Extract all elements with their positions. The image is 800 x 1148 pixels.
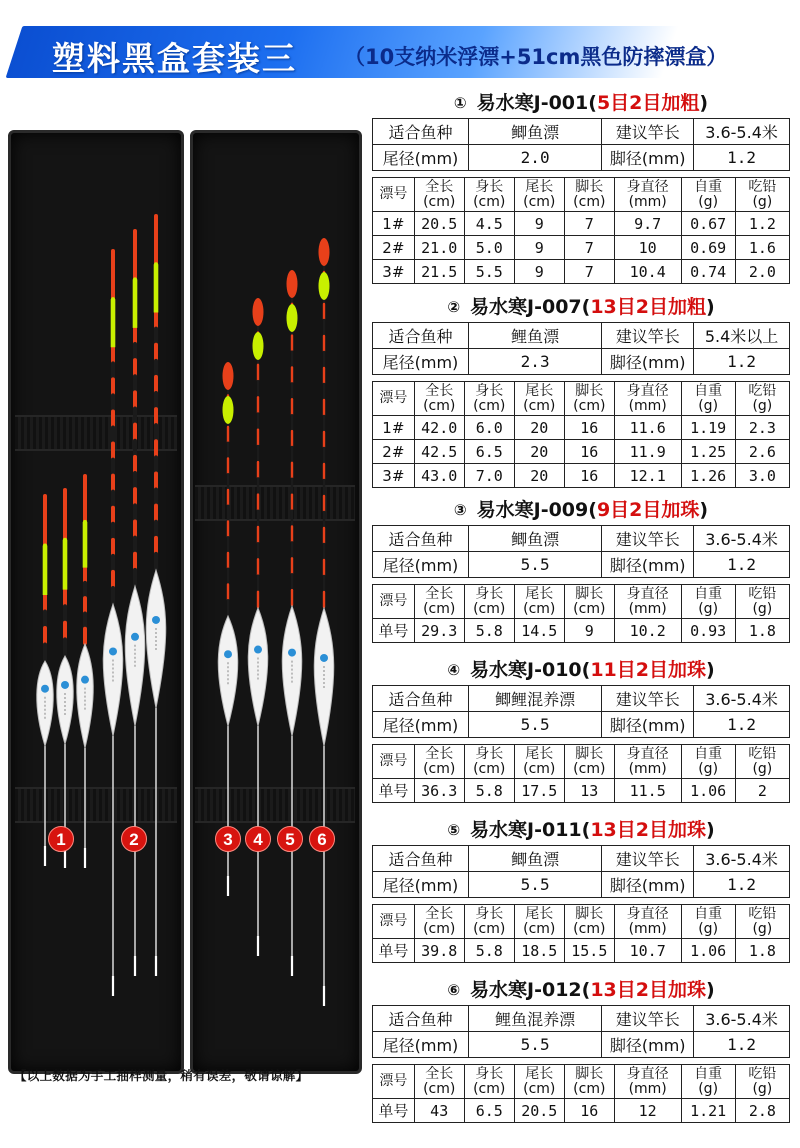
table-cell: 42.0	[414, 416, 464, 440]
table-row	[373, 552, 790, 578]
table-cell: 14.5	[514, 619, 564, 643]
table-cell: 2.0	[735, 260, 789, 284]
table-cell: 1.06	[681, 939, 735, 963]
table-cell: 单号	[373, 1099, 415, 1123]
table-row	[373, 236, 790, 260]
float-logo	[131, 633, 139, 641]
column-header: 全长 (cm)	[414, 178, 464, 212]
column-header: 身长 (cm)	[464, 745, 514, 779]
rod-value: 3.6-5.4米	[694, 526, 790, 552]
foot-label: 脚径(mm)	[602, 552, 694, 578]
marker-3: 3	[215, 826, 241, 852]
spec-summary-table	[372, 1005, 790, 1058]
spec-note: 13目2目加粗	[590, 296, 706, 318]
rod-label: 建议竿长	[602, 686, 694, 712]
spec-summary-table	[372, 322, 790, 375]
table-row	[373, 872, 790, 898]
spec-note: 5目2目加粗	[596, 92, 700, 114]
table-cell: 20.5	[514, 1099, 564, 1123]
fish-label: 适合鱼种	[373, 526, 469, 552]
table-header-row	[373, 905, 790, 939]
spec-model: 易水寒J-001	[476, 92, 589, 114]
float-bulb-red	[223, 362, 234, 390]
spec-note: 13目2目加珠	[590, 819, 706, 841]
table-cell: 单号	[373, 939, 415, 963]
table-cell: 1.26	[681, 464, 735, 488]
spec-block-4	[372, 655, 790, 803]
float-logo	[41, 685, 49, 693]
column-header: 身直径 (mm)	[614, 1065, 681, 1099]
table-cell: 10.4	[614, 260, 681, 284]
table-cell: 11.6	[614, 416, 681, 440]
column-header: 身直径 (mm)	[614, 745, 681, 779]
fish-value: 鲤鱼混养漂	[468, 1006, 601, 1032]
fish-value: 鲫鱼漂	[468, 119, 601, 145]
rod-label: 建议竿长	[602, 119, 694, 145]
column-header: 身直径 (mm)	[614, 382, 681, 416]
fish-label: 适合鱼种	[373, 119, 469, 145]
rod-label: 建议竿长	[602, 323, 694, 349]
column-header: 漂号	[373, 178, 415, 212]
fish-label: 适合鱼种	[373, 846, 469, 872]
float-body	[146, 570, 166, 708]
float-logo	[288, 649, 296, 657]
foot-value: 1.2	[694, 552, 790, 578]
spec-number: ⑥	[447, 981, 461, 999]
table-row	[373, 712, 790, 738]
column-header: 身长 (cm)	[464, 585, 514, 619]
foot-value: 1.2	[694, 349, 790, 375]
float-logo	[224, 650, 232, 658]
foot-label: 脚径(mm)	[602, 349, 694, 375]
header-banner	[0, 0, 800, 86]
table-row	[373, 779, 790, 803]
table-cell: 0.93	[681, 619, 735, 643]
column-header: 脚长 (cm)	[564, 382, 614, 416]
marker-5: 5	[277, 826, 303, 852]
spec-model: 易水寒J-012	[470, 979, 582, 1001]
table-cell: 0.67	[681, 212, 735, 236]
spec-summary-table	[372, 525, 790, 578]
column-header: 脚长 (cm)	[564, 585, 614, 619]
table-cell: 5.5	[464, 260, 514, 284]
foot-value: 1.2	[694, 145, 790, 171]
spec-model: 易水寒J-011	[470, 819, 582, 841]
table-cell: 3#	[373, 260, 415, 284]
column-header: 吃铅 (g)	[735, 382, 789, 416]
table-cell: 5.8	[464, 779, 514, 803]
foot-label: 脚径(mm)	[602, 872, 694, 898]
column-header: 漂号	[373, 585, 415, 619]
spec-summary-table	[372, 118, 790, 171]
spec-block-1	[372, 88, 790, 284]
tail-label: 尾径(mm)	[373, 872, 469, 898]
table-cell: 39.8	[414, 939, 464, 963]
column-header: 全长 (cm)	[414, 1065, 464, 1099]
table-row	[373, 1099, 790, 1123]
table-row	[373, 260, 790, 284]
column-header: 全长 (cm)	[414, 745, 464, 779]
foot-value: 1.2	[694, 1032, 790, 1058]
banner-subtitle: （10支纳米浮漂+51cm黑色防摔漂盒）	[344, 45, 728, 69]
column-header: 尾长 (cm)	[514, 382, 564, 416]
table-cell: 18.5	[514, 939, 564, 963]
table-cell: 1#	[373, 212, 415, 236]
banner-title: 塑料黑盒套装三	[52, 39, 297, 78]
table-cell: 20.5	[414, 212, 464, 236]
table-cell: 5.0	[464, 236, 514, 260]
table-cell: 2	[735, 779, 789, 803]
spec-block-6	[372, 975, 790, 1123]
table-cell: 3#	[373, 464, 415, 488]
table-header-row	[373, 585, 790, 619]
column-header: 漂号	[373, 1065, 415, 1099]
table-cell: 6.5	[464, 440, 514, 464]
table-cell: 6.0	[464, 416, 514, 440]
column-header: 自重 (g)	[681, 382, 735, 416]
spec-summary-table	[372, 845, 790, 898]
tail-label: 尾径(mm)	[373, 145, 469, 171]
table-cell: 29.3	[414, 619, 464, 643]
column-header: 自重 (g)	[681, 745, 735, 779]
table-cell: 0.74	[681, 260, 735, 284]
spec-title: ① 易水寒J-001(5目2目加粗)	[372, 88, 790, 118]
table-cell: 20	[514, 416, 564, 440]
table-cell: 11.9	[614, 440, 681, 464]
spec-title: ⑤ 易水寒J-011(13目2目加珠)	[372, 815, 790, 845]
fish-label: 适合鱼种	[373, 323, 469, 349]
table-cell: 7	[564, 236, 614, 260]
column-header: 尾长 (cm)	[514, 1065, 564, 1099]
table-cell: 7.0	[464, 464, 514, 488]
tail-label: 尾径(mm)	[373, 1032, 469, 1058]
table-cell: 7	[564, 212, 614, 236]
table-cell: 1.8	[735, 939, 789, 963]
float-logo	[320, 654, 328, 662]
table-cell: 16	[564, 440, 614, 464]
float-body	[314, 608, 334, 746]
table-cell: 2#	[373, 440, 415, 464]
spec-title: ③ 易水寒J-009(9目2目加珠)	[372, 495, 790, 525]
float-logo	[152, 616, 160, 624]
column-header: 吃铅 (g)	[735, 905, 789, 939]
table-cell: 2.3	[735, 416, 789, 440]
rod-label: 建议竿长	[602, 526, 694, 552]
column-header: 全长 (cm)	[414, 382, 464, 416]
spec-detail-table	[372, 744, 790, 803]
marker-6: 6	[309, 826, 335, 852]
table-row	[373, 619, 790, 643]
column-header: 吃铅 (g)	[735, 1065, 789, 1099]
tail-value: 5.5	[468, 1032, 601, 1058]
table-cell: 13	[564, 779, 614, 803]
table-cell: 15.5	[564, 939, 614, 963]
spec-block-5	[372, 815, 790, 963]
tail-label: 尾径(mm)	[373, 712, 469, 738]
spec-detail-table	[372, 904, 790, 963]
tail-value: 5.5	[468, 552, 601, 578]
table-cell: 16	[564, 416, 614, 440]
table-row	[373, 119, 790, 145]
foot-label: 脚径(mm)	[602, 712, 694, 738]
spec-note: 11目2目加珠	[590, 659, 706, 681]
table-cell: 9	[514, 260, 564, 284]
table-cell: 1#	[373, 416, 415, 440]
column-header: 尾长 (cm)	[514, 745, 564, 779]
table-cell: 10.2	[614, 619, 681, 643]
column-header: 自重 (g)	[681, 905, 735, 939]
spec-number: ③	[453, 501, 467, 519]
table-cell: 10	[614, 236, 681, 260]
float-bulb-red	[253, 298, 264, 326]
table-cell: 9	[514, 212, 564, 236]
spec-detail-table	[372, 381, 790, 488]
table-cell: 1.6	[735, 236, 789, 260]
table-cell: 2#	[373, 236, 415, 260]
column-header: 漂号	[373, 905, 415, 939]
column-header: 身长 (cm)	[464, 905, 514, 939]
table-cell: 11.5	[614, 779, 681, 803]
spec-model: 易水寒J-009	[476, 499, 589, 521]
tail-value: 2.0	[468, 145, 601, 171]
table-cell: 1.06	[681, 779, 735, 803]
spec-note: 13目2目加珠	[590, 979, 706, 1001]
table-cell: 21.0	[414, 236, 464, 260]
spec-number: ①	[453, 94, 467, 112]
column-header: 身直径 (mm)	[614, 585, 681, 619]
column-header: 自重 (g)	[681, 178, 735, 212]
table-header-row	[373, 382, 790, 416]
column-header: 脚长 (cm)	[564, 905, 614, 939]
column-header: 脚长 (cm)	[564, 745, 614, 779]
float-logo	[81, 676, 89, 684]
spec-model: 易水寒J-010	[470, 659, 582, 681]
column-header: 尾长 (cm)	[514, 178, 564, 212]
table-cell: 7	[564, 260, 614, 284]
fish-label: 适合鱼种	[373, 686, 469, 712]
table-header-row	[373, 745, 790, 779]
spec-number: ⑤	[447, 821, 461, 839]
table-cell: 12.1	[614, 464, 681, 488]
float-bulb-yellow	[253, 332, 264, 360]
foot-value: 1.2	[694, 712, 790, 738]
table-cell: 4.5	[464, 212, 514, 236]
spec-detail-table	[372, 584, 790, 643]
column-header: 吃铅 (g)	[735, 178, 789, 212]
table-row	[373, 846, 790, 872]
table-row	[373, 212, 790, 236]
column-header: 尾长 (cm)	[514, 585, 564, 619]
table-row	[373, 323, 790, 349]
table-row	[373, 440, 790, 464]
table-cell: 10.7	[614, 939, 681, 963]
column-header: 自重 (g)	[681, 1065, 735, 1099]
foot-label: 脚径(mm)	[602, 145, 694, 171]
table-cell: 9	[514, 236, 564, 260]
table-cell: 20	[514, 440, 564, 464]
tail-value: 2.3	[468, 349, 601, 375]
table-cell: 单号	[373, 619, 415, 643]
marker-2: 2	[121, 826, 147, 852]
table-cell: 1.19	[681, 416, 735, 440]
fish-value: 鲫鱼漂	[468, 526, 601, 552]
table-header-row	[373, 178, 790, 212]
column-header: 吃铅 (g)	[735, 585, 789, 619]
table-cell: 0.69	[681, 236, 735, 260]
table-cell: 1.8	[735, 619, 789, 643]
column-header: 全长 (cm)	[414, 905, 464, 939]
table-row	[373, 1006, 790, 1032]
column-header: 脚长 (cm)	[564, 178, 614, 212]
table-row	[373, 686, 790, 712]
float-logo	[61, 681, 69, 689]
marker-1: 1	[48, 826, 74, 852]
table-header-row	[373, 1065, 790, 1099]
float-bulb-yellow	[287, 304, 298, 332]
float-logo	[254, 646, 262, 654]
fish-value: 鲫鲤混养漂	[468, 686, 601, 712]
column-header: 身长 (cm)	[464, 1065, 514, 1099]
table-cell: 单号	[373, 779, 415, 803]
column-header: 身直径 (mm)	[614, 905, 681, 939]
table-cell: 1.2	[735, 212, 789, 236]
table-cell: 1.25	[681, 440, 735, 464]
column-header: 身长 (cm)	[464, 178, 514, 212]
table-row	[373, 464, 790, 488]
marker-4: 4	[245, 826, 271, 852]
column-header: 全长 (cm)	[414, 585, 464, 619]
table-cell: 3.0	[735, 464, 789, 488]
table-cell: 5.8	[464, 619, 514, 643]
table-cell: 16	[564, 464, 614, 488]
table-cell: 6.5	[464, 1099, 514, 1123]
table-cell: 1.21	[681, 1099, 735, 1123]
float-bulb-red	[287, 270, 298, 298]
table-cell: 43	[414, 1099, 464, 1123]
fish-value: 鲤鱼漂	[468, 323, 601, 349]
float-logo	[109, 647, 117, 655]
column-header: 自重 (g)	[681, 585, 735, 619]
table-cell: 21.5	[414, 260, 464, 284]
table-cell: 5.8	[464, 939, 514, 963]
column-header: 身长 (cm)	[464, 382, 514, 416]
rod-value: 3.6-5.4米	[694, 119, 790, 145]
rod-label: 建议竿长	[602, 846, 694, 872]
spec-note: 9目2目加珠	[596, 499, 700, 521]
fish-value: 鲫鱼漂	[468, 846, 601, 872]
table-row	[373, 1032, 790, 1058]
tail-value: 5.5	[468, 872, 601, 898]
foot-value: 1.2	[694, 872, 790, 898]
spec-detail-table	[372, 1064, 790, 1123]
spec-title: ④ 易水寒J-010(11目2目加珠)	[372, 655, 790, 685]
foot-label: 脚径(mm)	[602, 1032, 694, 1058]
tail-value: 5.5	[468, 712, 601, 738]
table-cell: 16	[564, 1099, 614, 1123]
rod-value: 3.6-5.4米	[694, 1006, 790, 1032]
table-row	[373, 526, 790, 552]
float-bulb-yellow	[223, 396, 234, 424]
column-header: 身直径 (mm)	[614, 178, 681, 212]
float-body	[37, 661, 54, 746]
float-body	[103, 604, 123, 736]
table-cell: 20	[514, 464, 564, 488]
table-cell: 9.7	[614, 212, 681, 236]
column-header: 漂号	[373, 745, 415, 779]
table-cell: 9	[564, 619, 614, 643]
product-photo	[0, 96, 368, 1074]
float-bulb-yellow	[319, 272, 330, 300]
spec-title: ② 易水寒J-007(13目2目加粗)	[372, 292, 790, 322]
spec-number: ②	[447, 298, 461, 316]
spec-number: ④	[447, 661, 461, 679]
tail-label: 尾径(mm)	[373, 349, 469, 375]
tail-label: 尾径(mm)	[373, 552, 469, 578]
spec-title: ⑥ 易水寒J-012(13目2目加珠)	[372, 975, 790, 1005]
column-header: 漂号	[373, 382, 415, 416]
table-cell: 17.5	[514, 779, 564, 803]
rod-value: 3.6-5.4米	[694, 686, 790, 712]
float-body	[57, 656, 74, 744]
table-row	[373, 939, 790, 963]
rod-value: 5.4米以上	[694, 323, 790, 349]
spec-model: 易水寒J-007	[470, 296, 582, 318]
disclaimer-note: 【以上数据为手工抽样测量，稍有误差，敬请谅解】	[14, 1068, 309, 1083]
table-row	[373, 349, 790, 375]
spec-block-2	[372, 292, 790, 488]
table-cell: 43.0	[414, 464, 464, 488]
spec-block-3	[372, 495, 790, 643]
float-body	[282, 606, 302, 736]
spec-summary-table	[372, 685, 790, 738]
column-header: 尾长 (cm)	[514, 905, 564, 939]
fishing-floats-illustration	[0, 96, 368, 1074]
rod-label: 建议竿长	[602, 1006, 694, 1032]
float-bulb-red	[319, 238, 330, 266]
table-cell: 36.3	[414, 779, 464, 803]
float-body	[125, 586, 145, 726]
table-cell: 2.8	[735, 1099, 789, 1123]
column-header: 吃铅 (g)	[735, 745, 789, 779]
column-header: 脚长 (cm)	[564, 1065, 614, 1099]
spec-detail-table	[372, 177, 790, 284]
fish-label: 适合鱼种	[373, 1006, 469, 1032]
table-cell: 42.5	[414, 440, 464, 464]
table-cell: 12	[614, 1099, 681, 1123]
rod-value: 3.6-5.4米	[694, 846, 790, 872]
table-row	[373, 145, 790, 171]
table-cell: 2.6	[735, 440, 789, 464]
table-row	[373, 416, 790, 440]
